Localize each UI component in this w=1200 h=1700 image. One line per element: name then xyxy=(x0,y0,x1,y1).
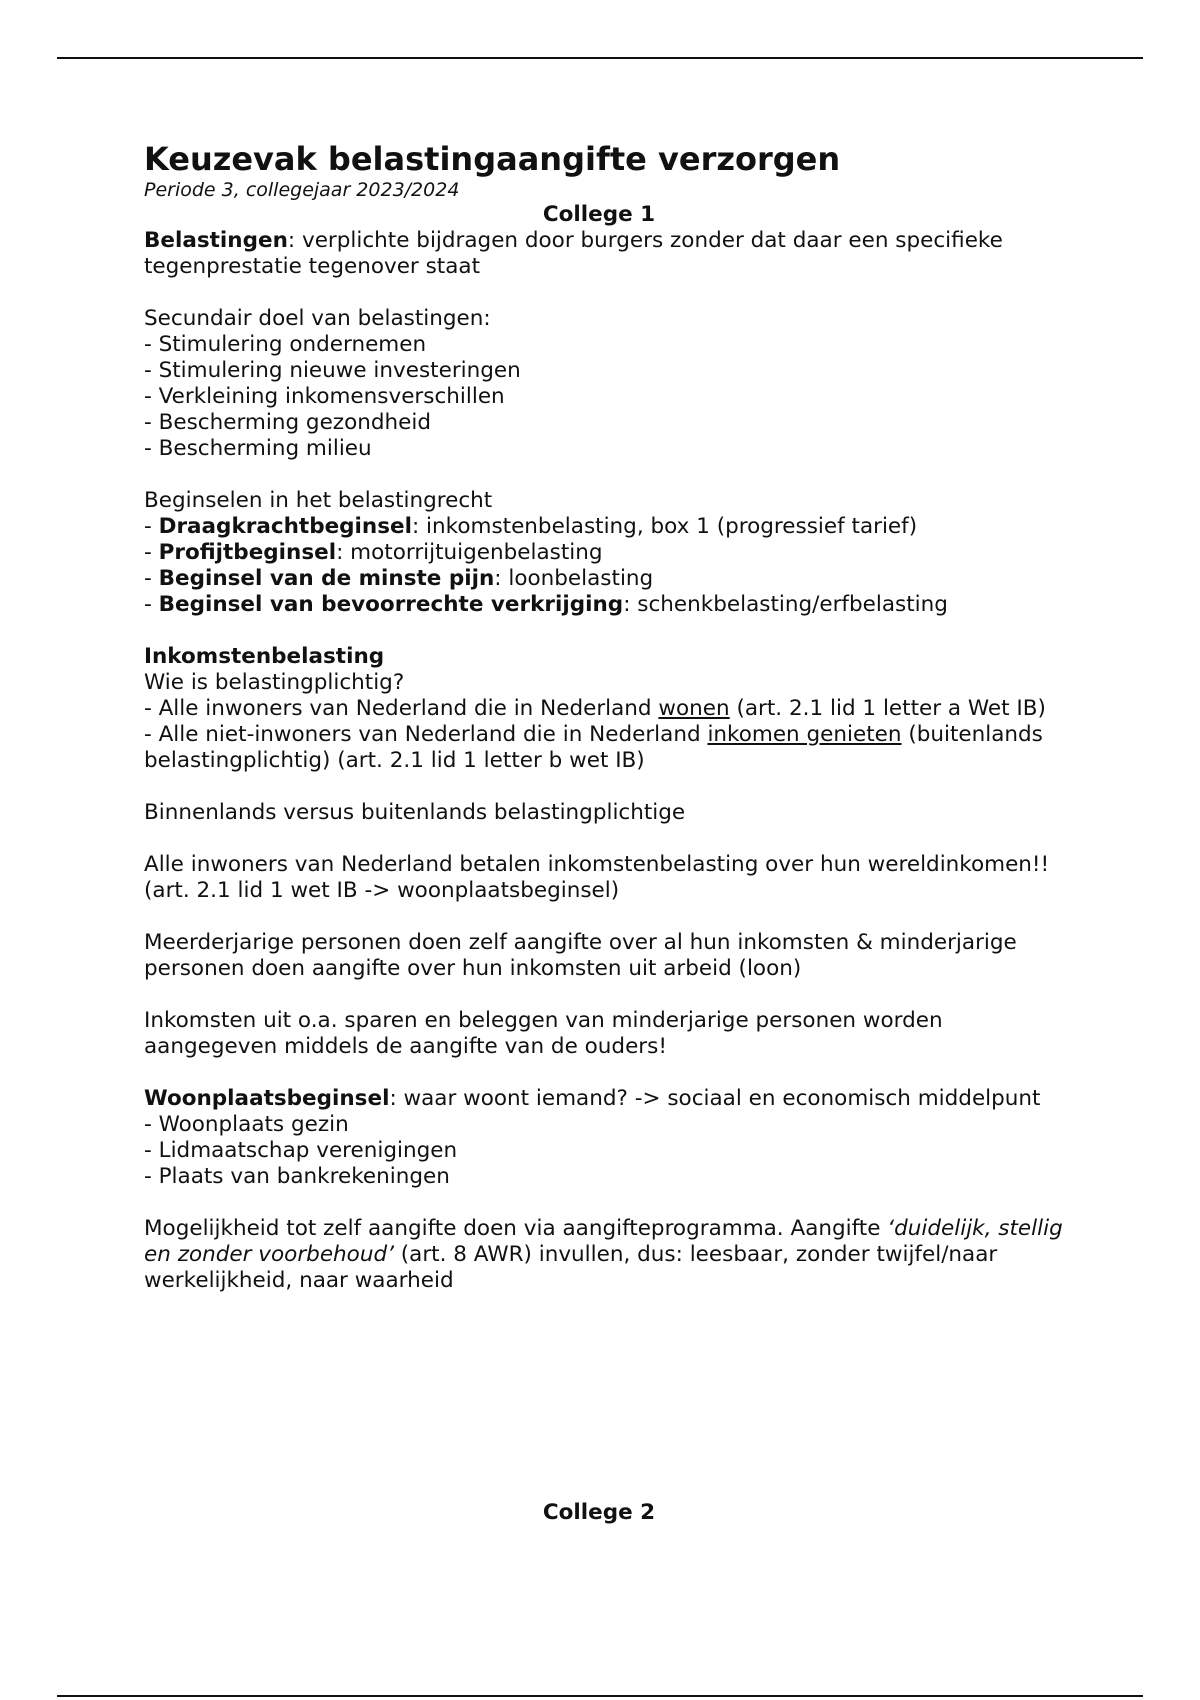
secundair-heading: Secundair doel van belastingen: xyxy=(144,306,491,331)
top-rule xyxy=(57,57,1143,59)
list-item xyxy=(144,540,1064,566)
underlined-term: inkomen genieten xyxy=(707,722,902,747)
list-item xyxy=(144,566,1064,592)
belastingen-definition xyxy=(144,228,1064,280)
beginsel-term: Profijtbeginsel xyxy=(158,540,337,565)
bullet: - xyxy=(144,592,159,617)
beginsel-text: : motorrijtuigenbelasting xyxy=(336,540,603,565)
paragraph-text: Mogelijkheid tot zelf aangifte doen via aangifteprogramma. Aangifte xyxy=(144,1216,888,1241)
paragraph-text: (art. 8 AWR) invullen, dus: leesbaar, zonder twijfel/naar werkelijkheid, naar waarheid xyxy=(144,1242,998,1293)
college-2-heading: College 2 xyxy=(542,1500,656,1525)
list-item: - Stimulering ondernemen xyxy=(144,332,427,357)
list-item: - Bescherming milieu xyxy=(144,436,372,461)
item-text: - Alle inwoners van Nederland die in Nederland xyxy=(144,696,659,721)
beginsel-term: Beginsel van bevoorrechte verkrijging xyxy=(158,592,624,617)
list-item: - Woonplaats gezin xyxy=(144,1112,349,1137)
list-item: - Verkleining inkomensverschillen xyxy=(144,384,505,409)
woonplaats-term: Woonplaatsbeginsel xyxy=(144,1086,390,1111)
beginsel-term: Draagkrachtbeginsel xyxy=(158,514,412,539)
item-text: - Alle niet-inwoners van Nederland die in Nederland xyxy=(144,722,708,747)
document-body xyxy=(144,140,1064,1294)
beginselen-heading: Beginselen in het belastingrecht xyxy=(144,488,493,513)
bullet: - xyxy=(144,566,159,591)
page-subtitle: Periode 3, collegejaar 2023/2024 xyxy=(144,179,460,201)
beginsel-text: : schenkbelasting/erfbelasting xyxy=(623,592,948,617)
list-item xyxy=(144,514,1064,540)
beginsel-term: Beginsel van de minste pijn xyxy=(158,566,495,591)
paragraph xyxy=(144,1216,1064,1294)
belastingplichtig-question: Wie is belastingplichtig? xyxy=(144,670,405,695)
item-text: (art. 2.1 lid 1 letter a Wet IB) xyxy=(729,696,1046,721)
list-item: - Lidmaatschap verenigingen xyxy=(144,1138,458,1163)
bullet: - xyxy=(144,540,159,565)
paragraph: Alle inwoners van Nederland betalen inkomstenbelasting over hun wereldinkomen!! (art. 2.1 lid 1 wet IB -> woonplaatsbeginsel) xyxy=(144,852,1050,903)
paragraph: Inkomsten uit o.a. sparen en beleggen van minderjarige personen worden aangegeven middels de aangifte van de ouders! xyxy=(144,1008,943,1059)
paragraph: Binnenlands versus buitenlands belastingplichtige xyxy=(144,800,686,825)
bottom-rule xyxy=(57,1695,1143,1697)
bullet: - xyxy=(144,514,159,539)
page-title: Keuzevak belastingaangifte verzorgen xyxy=(144,140,841,178)
belastingen-text: : verplichte bijdragen door burgers zonder dat daar een specifieke tegenprestatie tegenover staat xyxy=(144,228,1003,279)
paragraph: Meerderjarige personen doen zelf aangifte over al hun inkomsten & minderjarige personen doen aangifte over hun inkomsten uit arbeid (loon) xyxy=(144,930,1017,981)
list-item: - Stimulering nieuwe investeringen xyxy=(144,358,521,383)
list-item: - Bescherming gezondheid xyxy=(144,410,431,435)
woonplaats-text: : waar woont iemand? -> sociaal en economisch middelpunt xyxy=(389,1086,1041,1111)
belastingen-term: Belastingen xyxy=(144,228,288,253)
list-item: - Plaats van bankrekeningen xyxy=(144,1164,450,1189)
item-text: (buitenlands belastingplichtig) (art. 2.1 lid 1 letter b wet IB) xyxy=(144,722,1043,773)
woonplaats-definition xyxy=(144,1086,1064,1112)
list-item xyxy=(144,722,1064,774)
inkomstenbelasting-heading xyxy=(144,644,1064,670)
section-heading: Inkomstenbelasting xyxy=(144,644,385,669)
beginsel-text: : inkomstenbelasting, box 1 (progressief tarief) xyxy=(411,514,918,539)
list-item xyxy=(144,696,1064,722)
quoted-phrase: ‘duidelijk, stellig en zonder voorbehoud’ xyxy=(144,1216,1063,1267)
beginsel-text: : loonbelasting xyxy=(494,566,654,591)
list-item xyxy=(144,592,1064,618)
underlined-term: wonen xyxy=(658,696,730,721)
college-1-heading: College 1 xyxy=(542,202,656,227)
